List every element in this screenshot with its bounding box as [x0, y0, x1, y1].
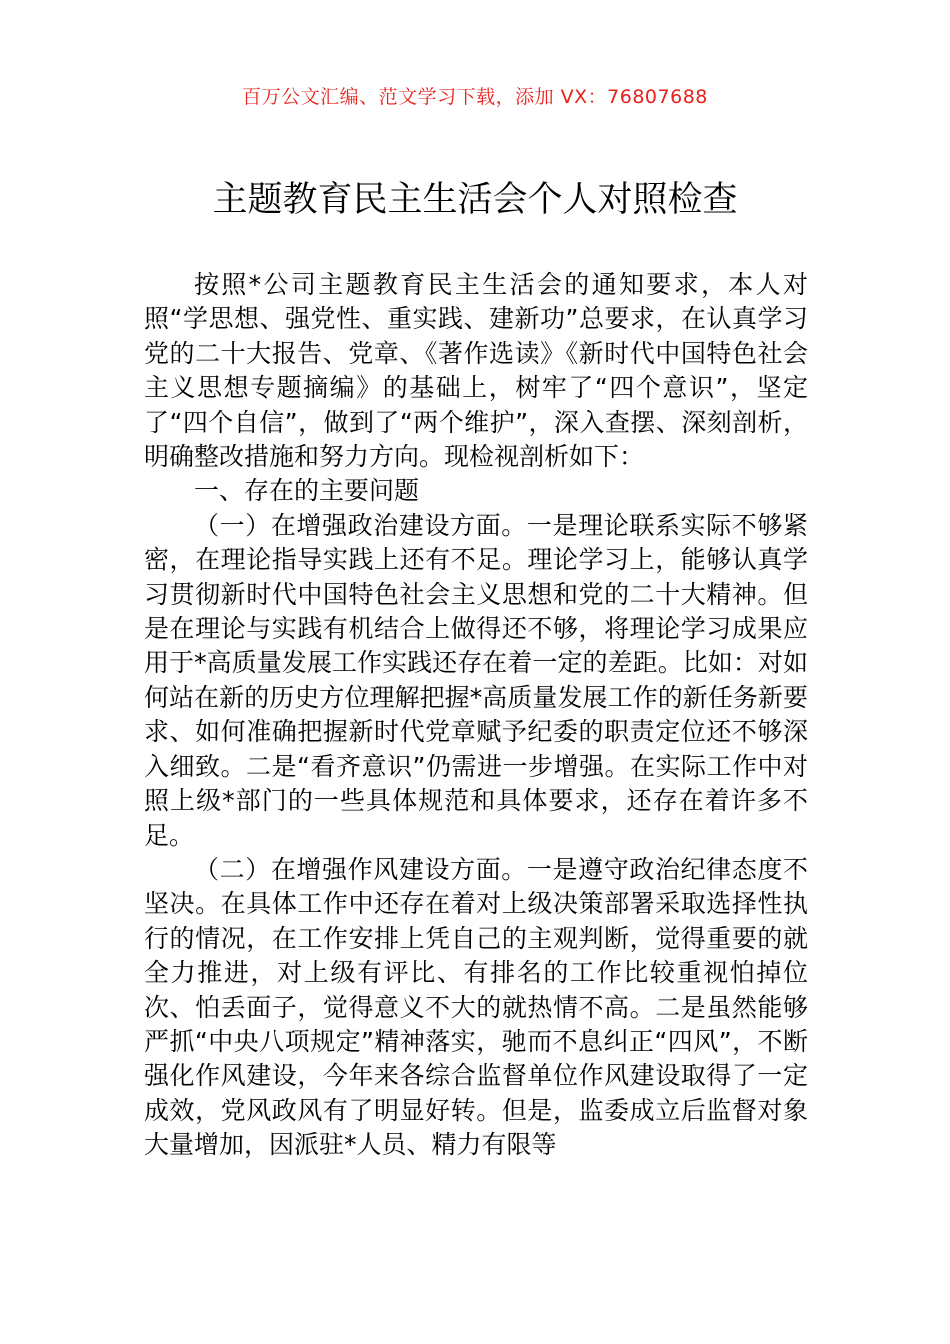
- document-body: [144, 268, 808, 1163]
- section-heading-problems: 一、存在的主要问题: [194, 476, 420, 506]
- document-title: 主题教育民主生活会个人对照检查: [212, 180, 738, 220]
- paragraph-work-style-building: （二）在增强作风建设方面。一是遵守政治纪律态度不坚决。在具体工作中还存在着对上级决策部署采取选择性执行的情况，在工作安排上凭自己的主观判断，觉得重要的就全力推进，对上级有评比、有排名的工作比较重视怕掉位次、怕丢面子，觉得意义不大的就热情不高。二是虽然能够严抓“中央八项规定”精神落实，驰而不息纠正“四风”，不断强化作风建设，今年来各综合监督单位作风建设取得了一定成效，党风政风有了明显好转。但是，监委成立后监督对象大量增加，因派驻*人员、精力有限等: [144, 854, 808, 1160]
- header-watermark-note: 百万公文汇编、范文学习下载，添加 VX：76807688: [242, 86, 708, 108]
- intro-paragraph: 按照*公司主题教育民主生活会的通知要求，本人对照“学思想、强党性、重实践、建新功”总要求，在认真学习党的二十大报告、党章、《著作选读》《新时代中国特色社会主义思想专题摘编》的基础上，树牢了“四个意识”，坚定了“四个自信”，做到了“两个维护”，深入查摆、深刻剖析，明确整改措施和努力方向。现检视剖析如下：: [144, 270, 808, 472]
- paragraph-political-building: （一）在增强政治建设方面。一是理论联系实际不够紧密，在理论指导实践上还有不足。理论学习上，能够认真学习贯彻新时代中国特色社会主义思想和党的二十大精神。但是在理论与实践有机结合上做得还不够，将理论学习成果应用于*高质量发展工作实践还存在着一定的差距。比如：对如何站在新的历史方位理解把握*高质量发展工作的新任务新要求、如何准确把握新时代党章赋予纪委的职责定位还不够深入细致。二是“看齐意识”仍需进一步增强。在实际工作中对照上级*部门的一些具体规范和具体要求，还存在着许多不足。: [144, 510, 808, 850]
